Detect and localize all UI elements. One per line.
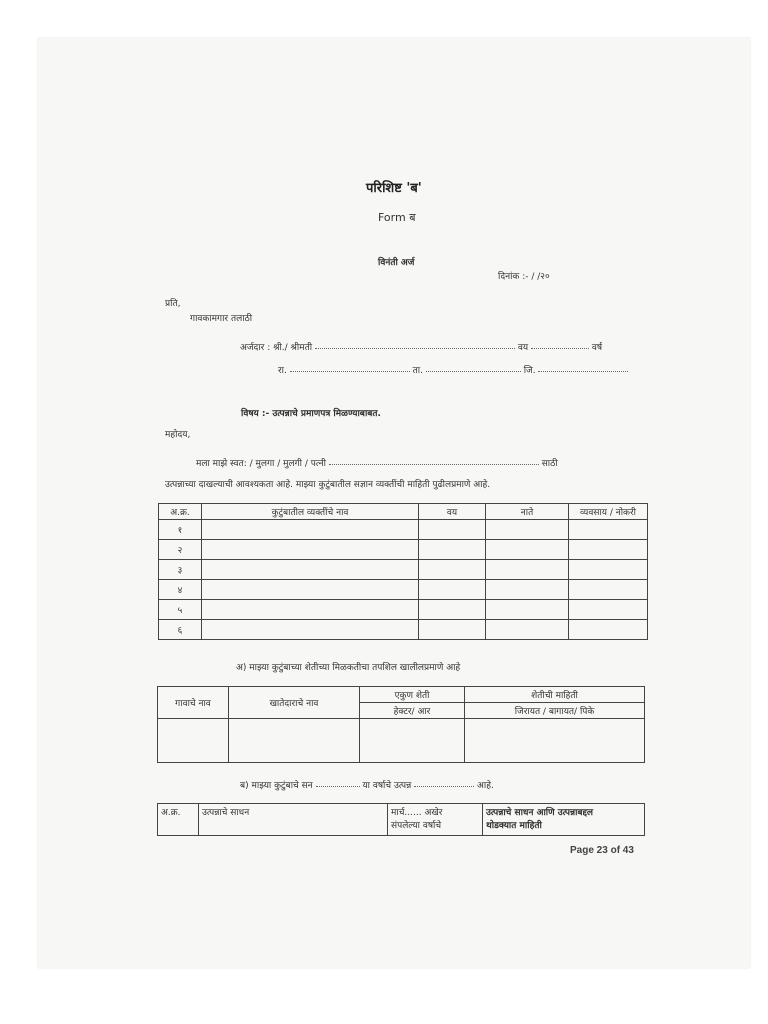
relation-end: साठी [541, 459, 558, 469]
income-header-row [158, 804, 645, 836]
relation-text: मला माझे स्वत: / मुलगा / मुलगी / पत्नी [196, 459, 326, 469]
subject-line: विषय :- उत्पन्नाचे प्रमाणपत्र मिळण्याबाबत. [241, 409, 381, 419]
form-label: Form ब [378, 211, 416, 224]
table-row [159, 580, 648, 600]
details-label-2: थोडक्यात माहिती [486, 821, 542, 831]
member-occupation-cell[interactable] [569, 580, 648, 600]
year-end-label: संपलेल्या वर्षाचे [391, 821, 442, 831]
col-year-income [388, 804, 483, 836]
salutation: महोदय, [165, 430, 191, 440]
relation-line [196, 456, 558, 469]
member-occupation-cell[interactable] [569, 540, 648, 560]
member-relation-cell[interactable] [486, 580, 569, 600]
years-label: वर्ष [591, 343, 603, 353]
member-relation-cell[interactable] [486, 620, 569, 640]
page-number: Page 23 of 43 [570, 845, 634, 856]
holder-cell[interactable] [229, 719, 360, 763]
income-sources-table [157, 803, 645, 836]
applicant-line [240, 340, 602, 353]
member-age-cell[interactable] [419, 540, 486, 560]
march-label: मार्च...... अखेर [391, 808, 443, 818]
appendix-title: परिशिष्ट 'ब' [366, 181, 422, 196]
col-serial: अ.क्र. [159, 504, 202, 520]
member-age-cell[interactable] [419, 620, 486, 640]
member-relation-cell[interactable] [486, 560, 569, 580]
relation-name-blank[interactable] [329, 463, 539, 465]
table-row [159, 540, 648, 560]
member-name-cell[interactable] [202, 540, 419, 560]
col-relation: नाते [486, 504, 569, 520]
member-name-cell[interactable] [202, 560, 419, 580]
village-cell[interactable] [158, 719, 229, 763]
date-line: दिनांक :- / /२० [498, 272, 550, 282]
member-occupation-cell[interactable] [569, 560, 648, 580]
col-unit: हेक्टर/ आर [360, 703, 465, 719]
col-total-land: एकुण शेती [360, 687, 465, 703]
table-row [158, 719, 645, 763]
crop-cell[interactable] [465, 719, 645, 763]
member-age-cell[interactable] [419, 520, 486, 540]
district-label: जि. [523, 366, 536, 376]
col-member-name: कुटुंबातील व्यक्तींचे नाव [202, 504, 419, 520]
row-number: ४ [159, 580, 202, 600]
income-intro [240, 778, 494, 791]
row-number: १ [159, 520, 202, 540]
taluka-label: ता. [412, 366, 423, 376]
residence-label: रा. [278, 366, 287, 376]
family-table-header [159, 504, 648, 520]
applicant-name-blank[interactable] [315, 347, 515, 349]
member-name-cell[interactable] [202, 620, 419, 640]
income-year-blank[interactable] [316, 785, 360, 787]
age-blank[interactable] [531, 347, 589, 349]
income-intro-end: आहे. [477, 781, 494, 791]
applicant-label: अर्जदार : श्री./ श्रीमती [240, 343, 313, 353]
income-intro-mid: या वर्षाचे उत्पन्न [362, 781, 412, 791]
member-occupation-cell[interactable] [569, 520, 648, 540]
member-name-cell[interactable] [202, 600, 419, 620]
member-relation-cell[interactable] [486, 520, 569, 540]
member-occupation-cell[interactable] [569, 600, 648, 620]
col-occupation: व्यवसाय / नोकरी [569, 504, 648, 520]
requirement-line: उत्पन्नाच्या दाखल्याची आवश्यकता आहे. माझ्या कुटुंबातील सज्ञान व्यक्तींची माहिती पुढीलप्रमाणे आहे. [165, 480, 491, 490]
member-name-cell[interactable] [202, 520, 419, 540]
taluka-blank[interactable] [426, 370, 521, 372]
col-income-source: उत्पन्नाचे साधन [199, 804, 388, 836]
col-village-name: गावाचे नाव [158, 687, 229, 719]
member-relation-cell[interactable] [486, 600, 569, 620]
area-cell[interactable] [360, 719, 465, 763]
col-income-serial: अ.क्र. [158, 804, 199, 836]
table-row [159, 520, 648, 540]
age-label: वय [517, 343, 529, 353]
member-relation-cell[interactable] [486, 540, 569, 560]
request-title: विनंती अर्ज [378, 258, 415, 268]
residence-line [278, 363, 628, 376]
col-crop-types: जिरायत / बागायत/ पिके [465, 703, 645, 719]
col-holder-name: खातेदाराचे नाव [229, 687, 360, 719]
details-label: उत्पन्नाचे साधन आणि उत्पन्नाबद्दल [486, 808, 594, 818]
row-number: ५ [159, 600, 202, 620]
table-row [159, 620, 648, 640]
income-amount-blank[interactable] [414, 785, 474, 787]
row-number: २ [159, 540, 202, 560]
land-intro: अ) माझ्या कुटुंबाच्या शेतीच्या मिळकतीचा तपशिल खालीलप्रमाणे आहे [236, 663, 461, 673]
table-row [159, 600, 648, 620]
row-number: ३ [159, 560, 202, 580]
land-header-row [158, 687, 645, 703]
col-farm-info: शेतीची माहिती [465, 687, 645, 703]
residence-blank[interactable] [290, 370, 410, 372]
table-row [159, 560, 648, 580]
recipient: गावकामगार तलाठी [190, 314, 253, 324]
member-age-cell[interactable] [419, 560, 486, 580]
land-details-table [157, 686, 645, 763]
family-members-table [158, 503, 648, 640]
col-income-details [483, 804, 645, 836]
member-age-cell[interactable] [419, 600, 486, 620]
member-age-cell[interactable] [419, 580, 486, 600]
col-age: वय [419, 504, 486, 520]
income-intro-start: ब) माझ्या कुटुंबाचे सन [240, 781, 313, 791]
row-number: ६ [159, 620, 202, 640]
member-name-cell[interactable] [202, 580, 419, 600]
member-occupation-cell[interactable] [569, 620, 648, 640]
district-blank[interactable] [538, 370, 628, 372]
to-label: प्रति, [165, 299, 181, 309]
